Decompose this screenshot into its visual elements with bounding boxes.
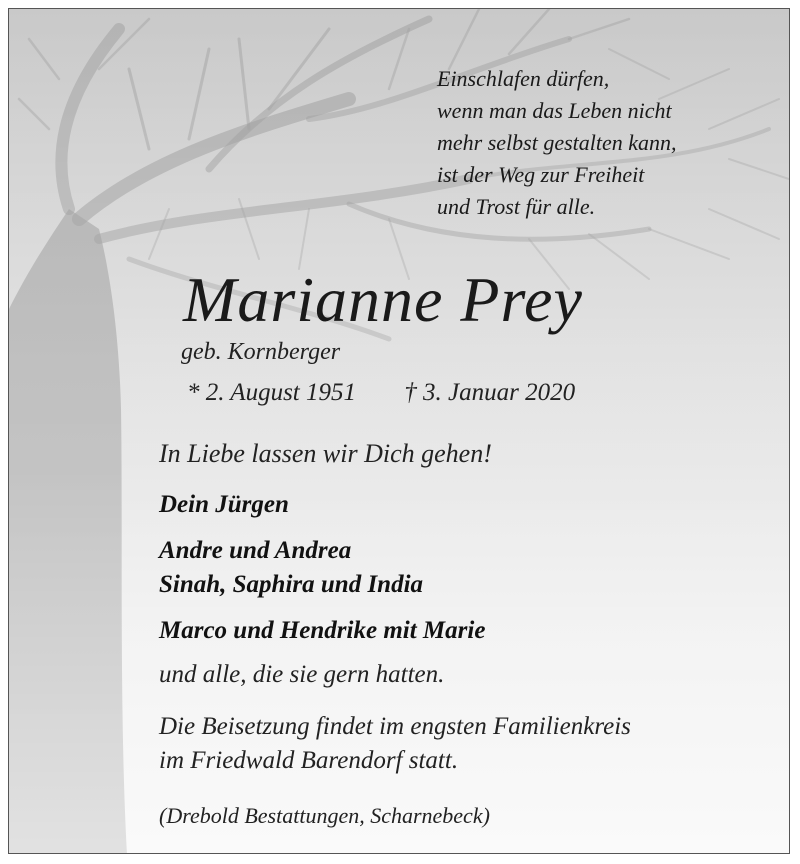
deceased-name: Marianne Prey: [183, 264, 583, 335]
farewell-line: In Liebe lassen wir Dich gehen!: [159, 439, 492, 468]
death-date: † 3. Januar 2020: [404, 379, 576, 406]
poem-line: Einschlafen dürfen,: [437, 66, 610, 91]
birth-date: * 2. August 1951: [187, 379, 356, 406]
burial-line: Die Beisetzung findet im engsten Familienkreis: [159, 713, 631, 740]
undertaker-line: (Drebold Bestattungen, Scharnebeck): [159, 803, 490, 828]
mourner-line: Marco und Hendrike mit Marie: [159, 617, 486, 644]
mourner-line: Dein Jürgen: [159, 491, 289, 518]
poem: [437, 63, 677, 223]
poem-line: wenn man das Leben nicht: [437, 98, 672, 123]
poem-line: und Trost für alle.: [437, 194, 596, 219]
maiden-name: geb. Kornberger: [181, 339, 341, 365]
poem-line: mehr selbst gestalten kann,: [437, 130, 677, 155]
obituary-notice: [8, 8, 790, 854]
mourner-line: Sinah, Saphira und India: [159, 571, 424, 598]
mourner-line: Andre und Andrea: [159, 537, 352, 564]
burial-line: im Friedwald Barendorf statt.: [159, 747, 459, 774]
poem-line: ist der Weg zur Freiheit: [437, 162, 645, 187]
others-line: und alle, die sie gern hatten.: [159, 661, 445, 688]
life-dates: [187, 379, 575, 407]
